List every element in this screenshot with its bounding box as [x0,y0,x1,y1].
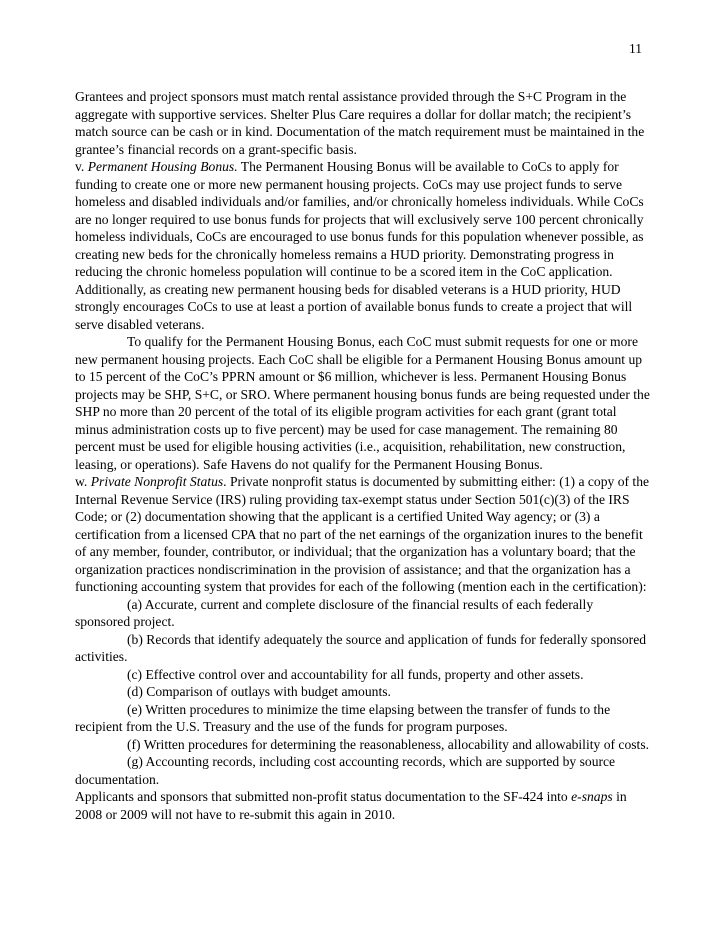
document-body [75,88,651,823]
section-v-title: Permanent Housing Bonus. [87,159,238,174]
page-number: 11 [629,41,642,56]
section-v-body: The Permanent Housing Bonus will be available to CoCs to apply for funding to create one or more new permanent housing projects. CoCs may use project funds to serve homeless and disabled individuals and/or families, and/or chronically homeless individuals. While CoCs are no longer required to use bonus funds for projects that will exclusively serve 100 percent chronically homeless individuals, CoCs are encouraged to use bonus funds for this population whenever possible, as creating new beds for the chronically homeless remains a HUD priority. Demonstrating progress in reducing the chronic homeless population will continue to be a scored item in the CoC application. Additionally, as creating new permanent housing beds for disabled veterans is a HUD priority, HUD strongly encourages CoCs to use at least a portion of available bonus funds to create a project that will serve disabled veterans. [75,159,644,332]
list-item: (a) Accurate, current and complete disclosure of the financial results of each federally sponsored project. [75,596,594,629]
bonus-qualify-paragraph: To qualify for the Permanent Housing Bonus, each CoC must submit requests for one or more new permanent housing projects. Each CoC shall be eligible for a Permanent Housing Bonus amount up to 15 percent of the CoC’s PPRN amount or $6 million, whichever is less. Permanent Housing Bonus projects may be SHP, S+C, or SRO. Where permanent housing bonus funds are being requested under the SHP no more than 20 percent of the total of its eligible program activities for each grant (grant total minus administration costs up to five percent) may be used for case management. The remaining 80 percent must be used for eligible housing activities (i.e., acquisition, rehabilitation, new construction, leasing, or operations). Safe Havens do not qualify for the Permanent Housing Bonus. [75,334,650,472]
list-item: (b) Records that identify adequately the source and application of funds for federally sponsored activities. [75,631,647,664]
list-item: (g) Accounting records, including cost accounting records, which are supported by source documentation. [75,754,616,787]
section-w-paragraph [75,473,651,596]
section-v-paragraph [75,158,651,333]
list-item: (c) Effective control over and accountability for all funds, property and other assets. [127,666,584,682]
final-paragraph [75,788,651,823]
section-w-title: Private Nonprofit Status [90,474,224,489]
list-item: (d) Comparison of outlays with budget amounts. [127,684,391,699]
final-text-start: Applicants and sponsors that submitted non-profit status documentation to the SF-424 into [75,789,572,804]
section-v-letter: v. [75,159,85,174]
final-text-end: in 2008 or 2009 will not have to re-submit this again in 2010. [75,789,627,822]
match-paragraph: Grantees and project sponsors must match rental assistance provided through the S+C Program in the aggregate with supportive services. Shelter Plus Care requires a dollar for dollar match; the recipient’s match source can be cash or in kind. Documentation of the match requirement must be maintained in the grantee’s financial records on a grant-specific basis. [75,89,645,157]
section-w-letter: w. [75,474,88,489]
esnaps-term: e-snaps [571,789,613,804]
section-w-body: . Private nonprofit status is documented by submitting either: (1) a copy of the Internal Revenue Service (IRS) ruling providing tax-exempt status under Section 501(c)(3) of the IRS Code; or (2) documentation showing that the applicant is a certified United Way agency; or (3) a certification from a licensed CPA that no part of the net earnings of the organization inures to the benefit of any member, founder, contributor, or individual; that the organization has a voluntary board; that the organization practices nondiscrimination in the provision of assistance; and that the organization has a functioning accounting system that provides for each of the following (mention each in the certification): [75,474,650,594]
list-item: (e) Written procedures to minimize the time elapsing between the transfer of funds to the recipient from the U.S. Treasury and the use of the funds for program purposes. [75,701,611,734]
list-item: (f) Written procedures for determining the reasonableness, allocability and allowability of costs. [127,736,650,752]
